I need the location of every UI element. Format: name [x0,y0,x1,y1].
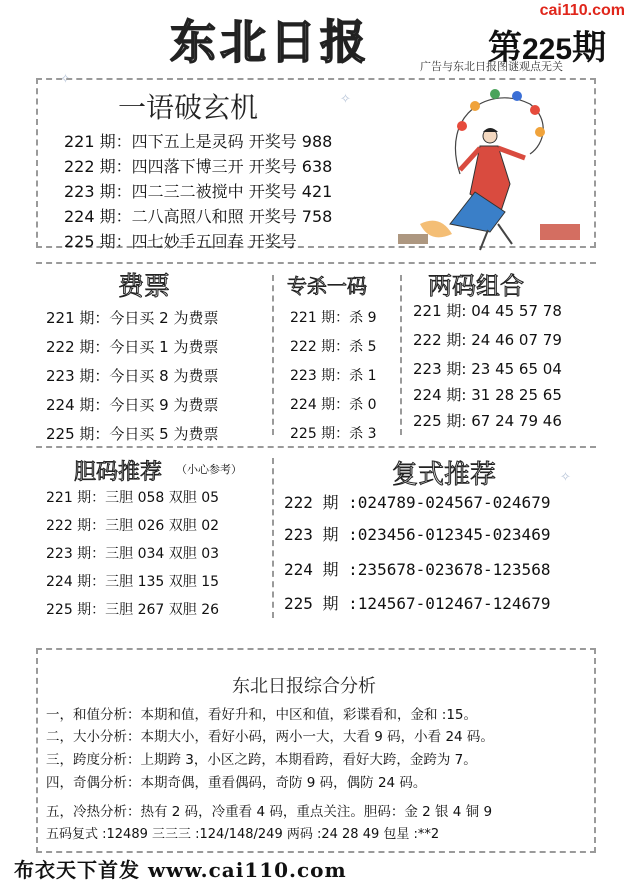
watermark-glyph: ✧ [60,72,71,87]
disclaimer: 广告与东北日报图谜观点无关 [420,60,563,73]
danma-row: 224 期：三胆 135 双胆 15 [46,574,220,590]
watermark-glyph: ✧ [340,92,351,107]
analysis-row: 四，奇偶分析：本期奇偶，重看偶码，奇防 9 码，偶防 24 码。 [46,775,427,791]
issue-number: 225 [522,33,573,66]
danma-note: （小心参考） [176,463,242,476]
yiyu-title: 一语破玄机 [118,91,259,124]
feipiao-row: 224 期：今日买 9 为费票 [46,396,219,414]
zhuansha-row: 223 期：杀 1 [290,368,377,384]
analysis-row: 五码复式 :12489 三三三 :124/148/249 两码 :24 28 49 包星 :**2 [46,827,440,842]
column-divider [272,458,274,618]
fushi-row: 222 期 :024789-024567-024679 [284,493,551,512]
feipiao-row: 223 期：今日买 8 为费票 [46,367,219,385]
feipiao-row: 221 期：今日买 2 为费票 [46,309,219,327]
liangma-title: 两码组合 [428,272,524,300]
liangma-row: 221 期: 04 45 57 78 [413,302,562,320]
yiyu-row: 223 期：四二三二被搅中 开奖号 421 [64,182,333,201]
yiyu-row: 224 期：二八高照八和照 开奖号 758 [64,207,333,226]
fushi-row: 224 期 :235678-023678-123568 [284,560,551,579]
danma-row: 221 期：三胆 058 双胆 05 [46,490,220,506]
feipiao-title: 费票 [118,272,171,302]
fushi-row: 225 期 :124567-012467-124679 [284,594,551,613]
zhuansha-row: 221 期：杀 9 [290,310,377,326]
zhuansha-row: 222 期：杀 5 [290,339,377,355]
analysis-row: 二，大小分析：本期大小，看好小码，两小一大，大看 9 码，小看 24 码。 [46,729,494,745]
section-divider [36,446,596,448]
danma-row: 225 期：三胆 267 双胆 26 [46,602,220,618]
danma-row: 222 期：三胆 026 双胆 02 [46,518,220,534]
analysis-title: 东北日报综合分析 [232,676,376,697]
zhuansha-title: 专杀一码 [287,274,367,298]
fushi-row: 223 期 :023456-012345-023469 [284,525,551,544]
feipiao-row: 222 期：今日买 1 为费票 [46,338,219,356]
column-divider [400,275,402,435]
yiyu-row: 221 期：四下五上是灵码 开奖号 988 [64,132,333,151]
issue-suffix: 期 [572,28,607,68]
masthead-title: 东北日报 [170,15,370,69]
danma-row: 223 期：三胆 034 双胆 03 [46,546,220,562]
yiyu-row: 225 期：四七妙手五回春 开奖号 [64,232,297,251]
analysis-row: 五，冷热分析：热有 2 码，冷重看 4 码，重点关注。胆码：金 2 银 4 铜 9 [46,804,493,820]
liangma-row: 225 期: 67 24 79 46 [413,412,562,430]
liangma-row: 223 期: 23 45 65 04 [413,360,562,378]
analysis-row: 一，和值分析：本期和值，看好升和，中区和值，彩谍看和，金和 :15。 [46,707,478,723]
fushi-title: 复式推荐 [392,460,497,490]
analysis-row: 三，跨度分析：上期跨 3，小区之跨，本期看跨，看好大跨，金跨为 7。 [46,752,477,768]
site-link[interactable]: cai110.com [539,2,625,19]
issue-prefix: 第 [488,28,522,68]
juggler-illustration [380,74,600,254]
liangma-row: 222 期: 24 46 07 79 [413,331,562,349]
watermark-glyph: ✧ [560,470,571,485]
section-divider [36,262,596,264]
danma-title: 胆码推荐 [74,460,163,485]
liangma-row: 224 期: 31 28 25 65 [413,386,562,404]
footer-banner: 布衣天下首发 www.cai110.com [14,858,347,882]
zhuansha-row: 225 期：杀 3 [290,426,377,442]
column-divider [272,275,274,435]
zhuansha-row: 224 期：杀 0 [290,397,377,413]
yiyu-row: 222 期：四四落下博三开 开奖号 638 [64,157,333,176]
feipiao-row: 225 期：今日买 5 为费票 [46,425,219,443]
